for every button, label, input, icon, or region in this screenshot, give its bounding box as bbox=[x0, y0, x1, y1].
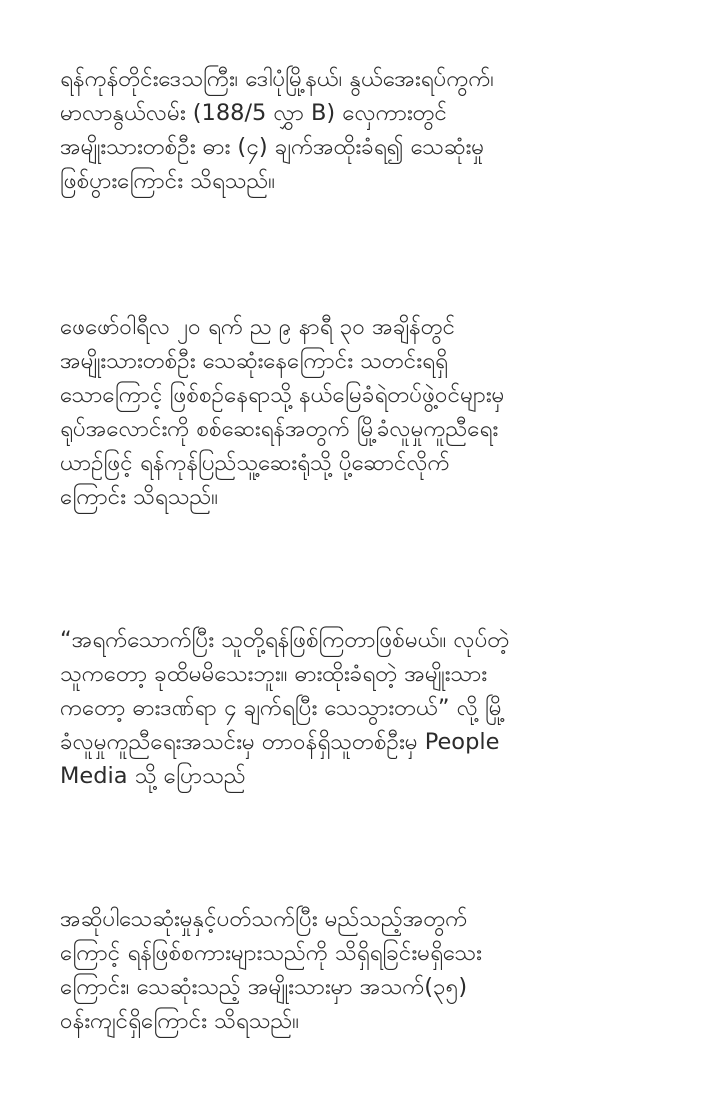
paragraph-line: ဝန်းကျင်ရှိကြောင်း သိရသည်။ bbox=[60, 1008, 300, 1034]
paragraph-line: မာလာနွယ်လမ်း (188/5 လွှာ B) လှေကားတွင် bbox=[60, 100, 448, 126]
paragraph-line: ရုပ်အလောင်းကို စစ်ဆေးရန်အတွက် မြို့ခံလူမှုကူညီရေး bbox=[60, 416, 499, 442]
paragraph-line: ဖေဖော်ဝါရီလ ၂၀ ရက် ည ၉ နာရီ ၃၀ အချိန်တွင် bbox=[60, 314, 456, 340]
paragraph-line: အမျိုးသားတစ်ဦး သေဆုံးနေကြောင်း သတင်းရရှိ bbox=[60, 348, 448, 374]
paragraph-4 bbox=[60, 902, 680, 1038]
paragraph-line: ကတော့ ဓားဒဏ်ရာ ၄ ချက်ရပြီး သေသွားတယ်” လို့ မြို့ bbox=[60, 695, 506, 721]
paragraph-line: ခံလူမှုကူညီရေးအသင်းမှ တာဝန်ရှိသူတစ်ဦးမှ People bbox=[60, 729, 500, 755]
paragraph-line: ကြောင်း သိရသည်။ bbox=[60, 484, 219, 510]
paragraph-line: ဖြစ်ပွားကြောင်း သိရသည်။ bbox=[60, 168, 276, 194]
paragraph-line: သောကြောင့် ဖြစ်စဉ်နေရာသို့ နယ်မြေခံရဲတပ်ဖွဲ့ဝင်များမှ bbox=[60, 382, 505, 408]
paragraph-line: Media သို့ ပြောသည် bbox=[60, 763, 246, 789]
paragraph-line: ကြောင့် ရန်ဖြစ်စကားများသည်ကို သိရှိရခြင်းမရှိသေး bbox=[60, 940, 482, 966]
paragraph-2 bbox=[60, 310, 680, 514]
paragraph-line: အမျိုးသားတစ်ဦး ဓား (၄) ချက်အထိုးခံရ၍ သေဆုံးမှု bbox=[60, 134, 485, 160]
paragraph-line: “အရက်သောက်ပြီး သူတို့ရန်ဖြစ်ကြတာဖြစ်မယ်။ လုပ်တဲ့ bbox=[60, 627, 510, 653]
paragraph-line: သူကတော့ ခုထိမမိသေးဘူး။ ဓားထိုးခံရတဲ့ အမျိုးသား bbox=[60, 661, 488, 687]
paragraph-line: ရန်ကုန်တိုင်းဒေသကြီး၊ ဒေါပုံမြို့နယ်၊ နွယ်အေးရပ်ကွက်၊ bbox=[60, 66, 494, 92]
paragraph-1 bbox=[60, 62, 680, 198]
paragraph-line: အဆိုပါသေဆုံးမှုနှင့်ပတ်သက်ပြီး မည်သည့်အတွက် bbox=[60, 906, 468, 932]
paragraph-line: ကြောင်း၊ သေဆုံးသည့် အမျိုးသားမှာ အသက်(၃၅) bbox=[60, 974, 468, 1000]
paragraph-3-quote bbox=[60, 623, 680, 793]
paragraph-line: ယာဉ်ဖြင့် ရန်ကုန်ပြည်သူ့ဆေးရုံသို့ ပို့ဆောင်လိုက် bbox=[60, 450, 450, 476]
